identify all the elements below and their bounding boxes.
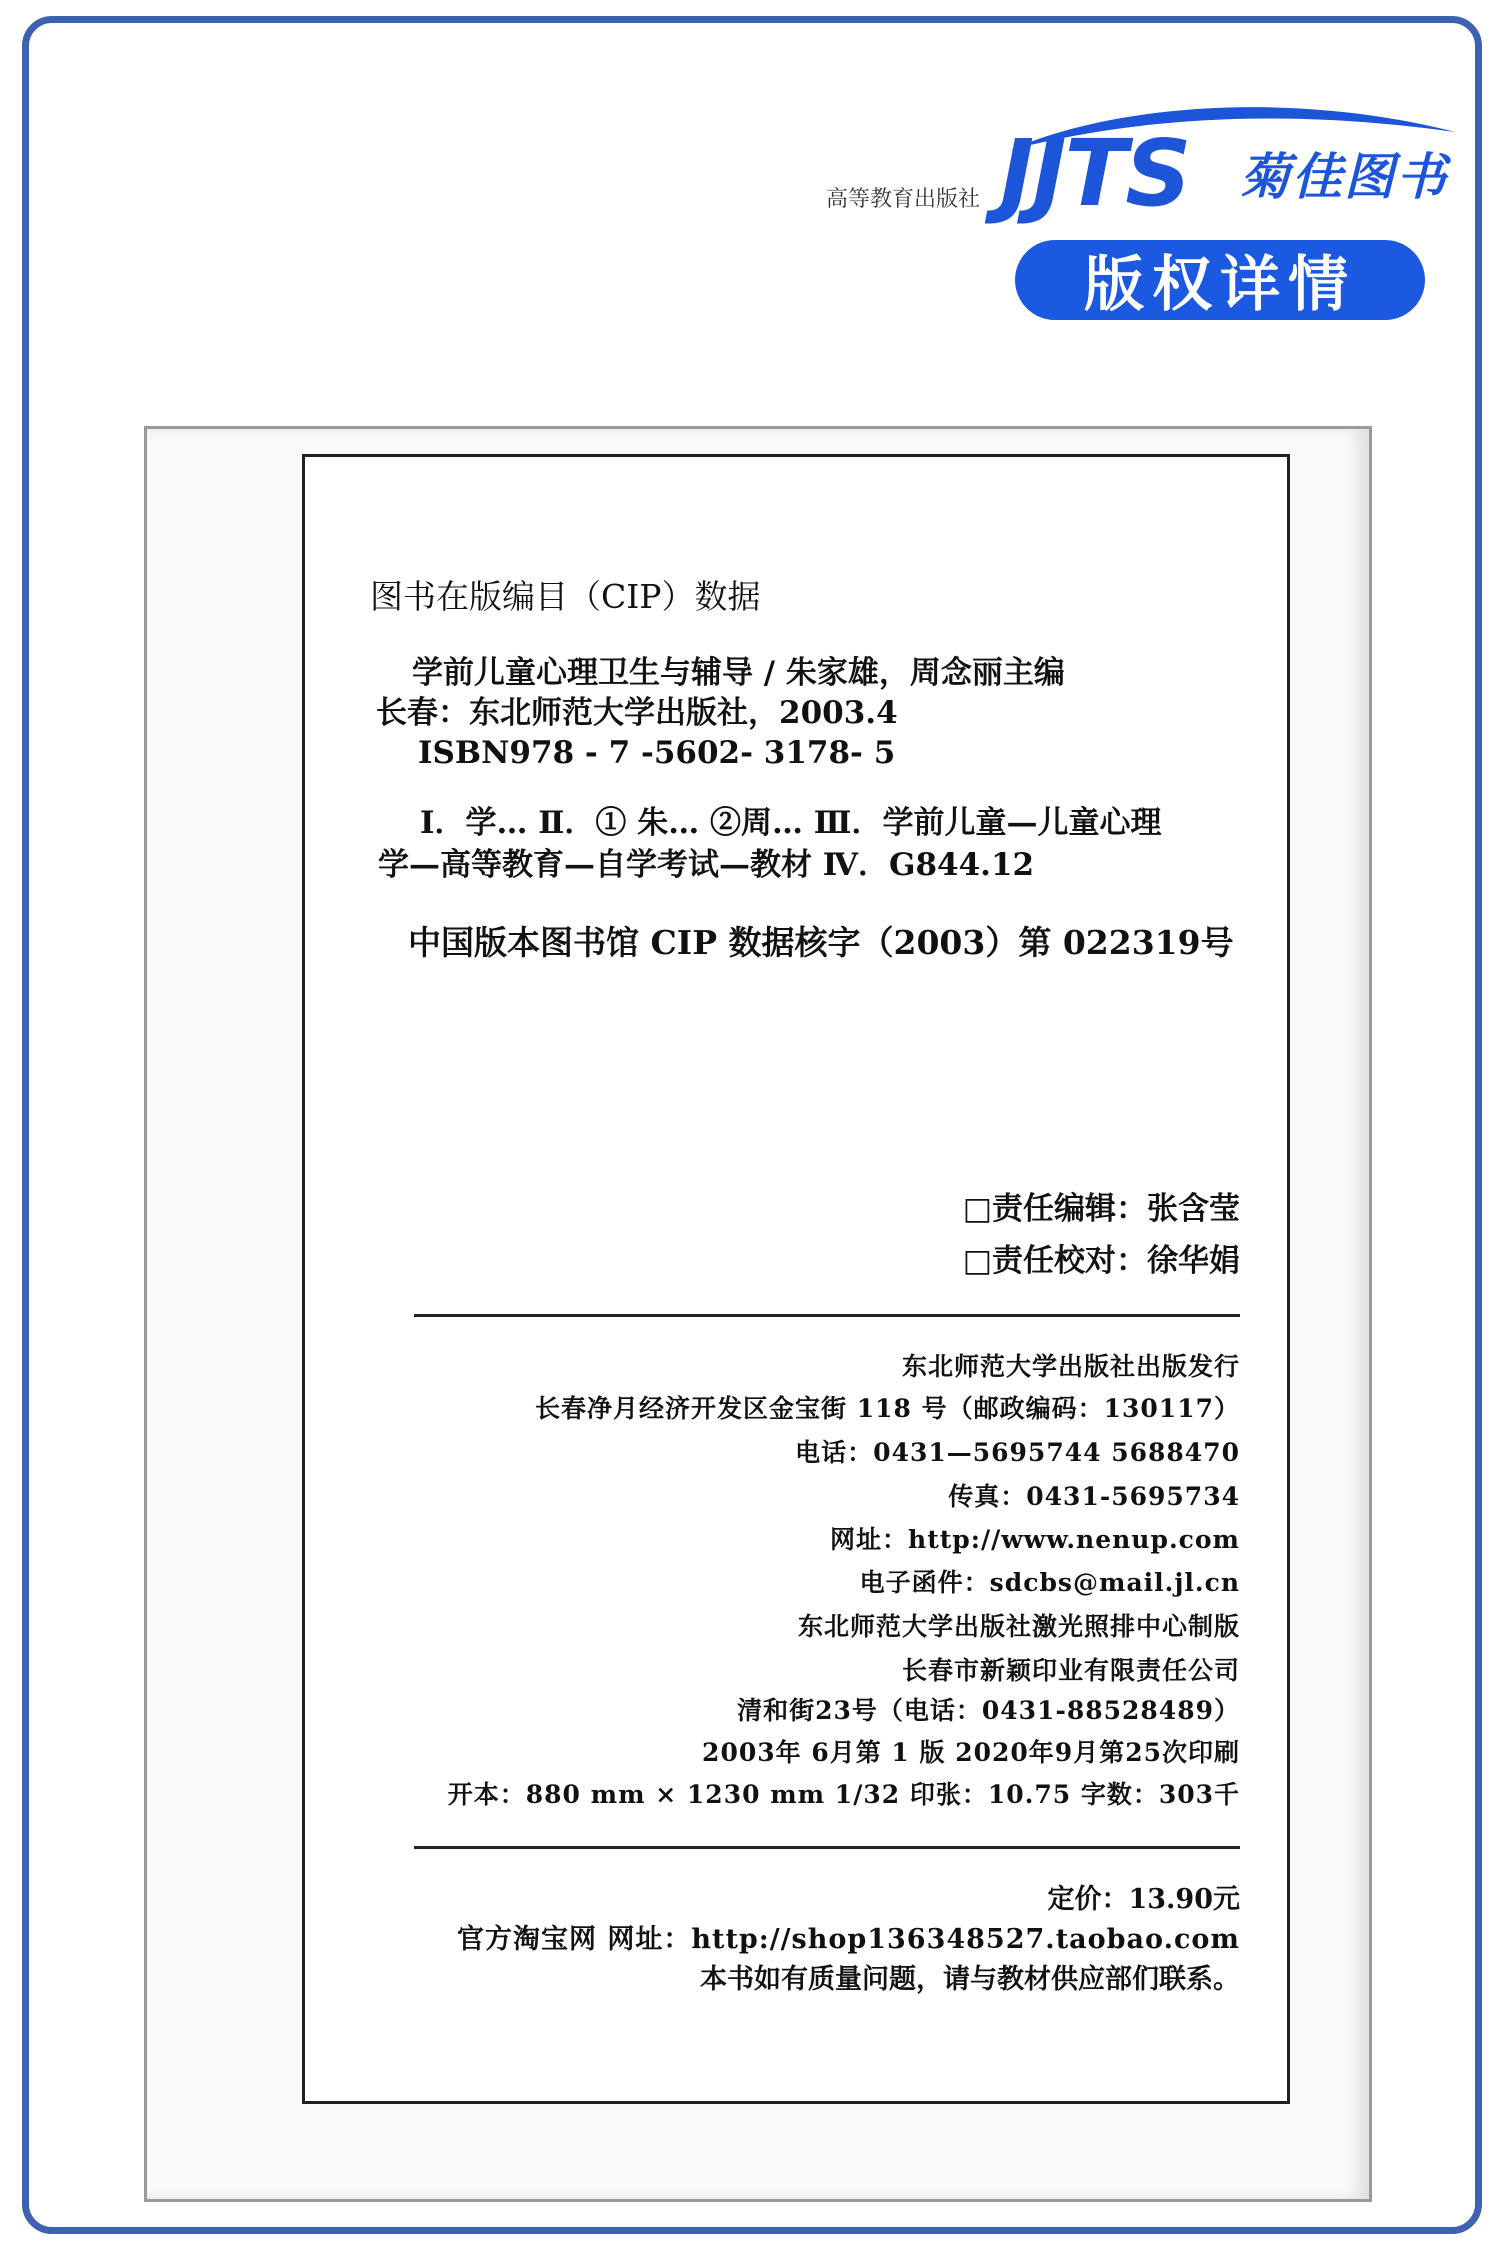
cip-isbn-line: ISBN978 - 7 -5602- 3178- 5 <box>418 735 896 771</box>
shop-line: 官方淘宝网 网址：http://shop136348527.taobao.com <box>456 1924 1240 1955</box>
imprint-line: 传真：0431-5695734 <box>948 1482 1240 1511</box>
logo-chinese: 菊佳图书 <box>1240 148 1448 206</box>
cip-publisher-line: 长春：东北师范大学出版社，2003.4 <box>376 695 898 731</box>
responsible-editor: □责任编辑：张含莹 <box>962 1191 1240 1227</box>
imprint-line: 2003年 6月第 1 版 2020年9月第25次印刷 <box>702 1738 1240 1767</box>
imprint-line: 长春净月经济开发区金宝街 118 号（邮政编码：130117） <box>535 1394 1240 1423</box>
imprint-line: 东北师范大学出版社激光照排中心制版 <box>797 1612 1240 1641</box>
cip-record-line: 中国版本图书馆 CIP 数据核字（2003）第 022319号 <box>408 923 1234 962</box>
publisher-caption: 高等教育出版社 <box>826 187 981 212</box>
logo-text: JJTS <box>1000 120 1190 227</box>
divider <box>414 1846 1240 1849</box>
copyright-badge: 版权详情 <box>1015 240 1425 320</box>
imprint-line: 电子函件：sdcbs@mail.jl.cn <box>859 1568 1240 1597</box>
price-line: 定价：13.90元 <box>1047 1884 1240 1915</box>
responsible-proofreader: □责任校对：徐华娟 <box>962 1243 1240 1279</box>
imprint-line: 清和街23号（电话：0431-88528489） <box>737 1696 1240 1725</box>
imprint-line: 网址：http://www.nenup.com <box>830 1525 1240 1554</box>
divider <box>414 1314 1240 1317</box>
cip-heading: 图书在版编目（CIP）数据 <box>370 577 761 616</box>
imprint-line: 东北师范大学出版社出版发行 <box>901 1352 1240 1381</box>
cip-classification-line: Ⅰ．学… Ⅱ．① 朱… ②周… Ⅲ．学前儿童—儿童心理 <box>420 805 1162 841</box>
imprint-line: 电话：0431—5695744 5688470 <box>795 1438 1240 1467</box>
imprint-line: 长春市新颖印业有限责任公司 <box>901 1656 1240 1685</box>
imprint-line: 开本：880 mm × 1230 mm 1/32 印张：10.75 字数：303千 <box>447 1780 1240 1809</box>
cip-title-line: 学前儿童心理卫生与辅导 / 朱家雄，周念丽主编 <box>412 655 1065 691</box>
cip-classification-line: 学—高等教育—自学考试—教材 Ⅳ．G844.12 <box>378 847 1035 883</box>
quality-notice: 本书如有质量问题，请与教材供应部们联系。 <box>700 1964 1240 1995</box>
